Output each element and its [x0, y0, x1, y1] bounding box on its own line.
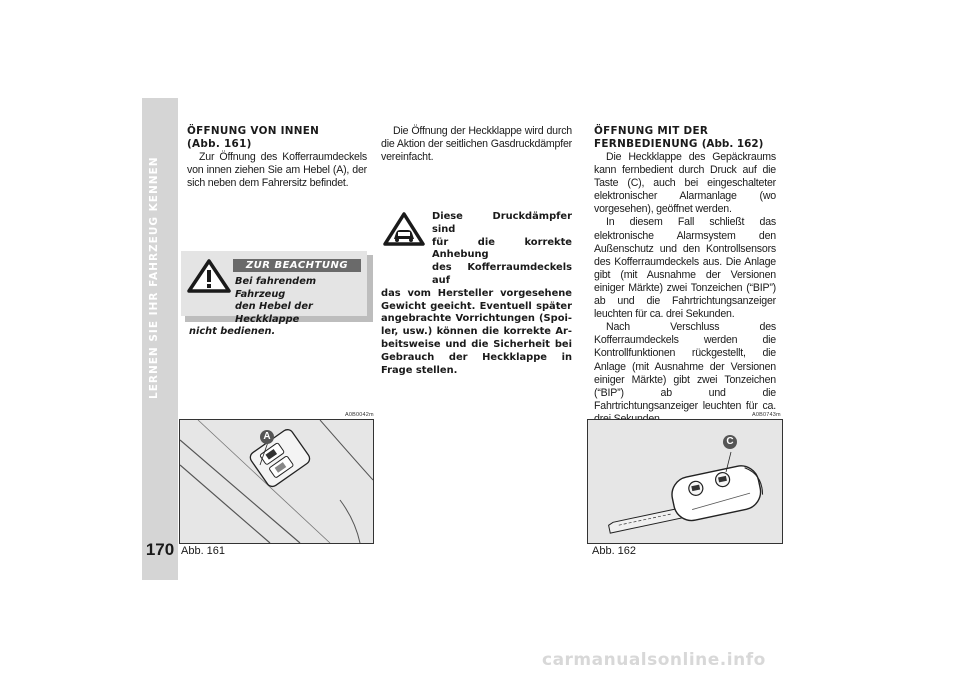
caution-text: Diese Druckdämpfer sind für die korrekte Anhebung des Kofferraumdeckels auf das vom Hersteller vorgesehene Gewicht geeicht. Eventuell später angebrachte Vorrichtungen (Spoiler, usw.) können die korrekte Arbeitsweise und die Sicherheit bei Gebrauch der Heckklappe in Frage stellen.	[381, 211, 572, 376]
section-heading-remote-line2: FERNBEDIENUNG	[594, 138, 698, 150]
chapter-title: LERNEN SIE IHR FAHRZEUG KENNEN	[148, 156, 160, 400]
figure-162-code: A0B0743m	[752, 412, 781, 418]
page-number: 170	[145, 540, 175, 559]
figure-162	[587, 419, 783, 544]
damper-paragraph: Die Öffnung der Heckklappe wird durch die Aktion der seitlichen Gasdruckdämpfer vereinfacht.	[381, 125, 572, 164]
figure-162-caption: Abb. 162	[592, 545, 637, 557]
lever-illustration	[180, 420, 373, 543]
marker-a: A	[260, 430, 274, 444]
section-heading-remote: ÖFFNUNG MIT DER	[594, 125, 709, 137]
figure-161-code: A0B0042m	[345, 412, 374, 418]
section-heading-inside: ÖFFNUNG VON INNEN	[187, 125, 320, 137]
marker-c: C	[723, 435, 737, 449]
warning-title: ZUR BEACHTUNG	[233, 259, 361, 272]
section-heading-remote-ref: (Abb. 162)	[701, 138, 764, 150]
warning-text: Bei fahrendem Fahrzeug den Hebel der Heckklappe nicht bedienen.	[189, 276, 317, 337]
left-column	[187, 125, 367, 190]
remote-paragraph-2: In diesem Fall schließt das elektronische Alarmsystem den Außenschutz und den Kontrollsensors des Kofferraumdeckels aus. Die Anlage gibt (mit Ausnahme der Versionen einiger Märkte) zwei Tonzeichen (“BIP”) ab und die Fahrtrichtungsanzeiger leuchten für ca. drei Sekunden.	[594, 216, 776, 321]
right-column	[594, 125, 776, 426]
figure-161	[179, 419, 374, 544]
inside-paragraph: Zur Öffnung des Kofferraumdeckels von innen ziehen Sie am Hebel (A), der sich neben dem Fahrersitz befindet.	[187, 151, 367, 190]
figure-161-caption: Abb. 161	[181, 545, 226, 557]
remote-paragraph-3: Nach Verschluss des Kofferraumdeckels werden die Kontrollfunktionen rückgestellt, die Anlage (mit Ausnahme der Versionen einiger Märkte) gibt zwei Tonzeichen (“BIP”) ab und die Fahrtrichtungsanzeiger leuchten für ca.	[594, 321, 776, 412]
remote-paragraph-1: Die Heckklappe des Gepäckraums kann fernbedient durch Druck auf die Taste (C), auch bei eingeschalteter elektronischer Alarmanlage (wo vorgesehen), geöffnet werden.	[594, 151, 776, 216]
section-heading-inside-ref: (Abb. 161)	[187, 138, 252, 150]
middle-column	[381, 125, 572, 164]
key-illustration	[588, 420, 782, 543]
watermark: carmanualsonline.info	[542, 650, 766, 670]
warning-box	[181, 251, 373, 337]
